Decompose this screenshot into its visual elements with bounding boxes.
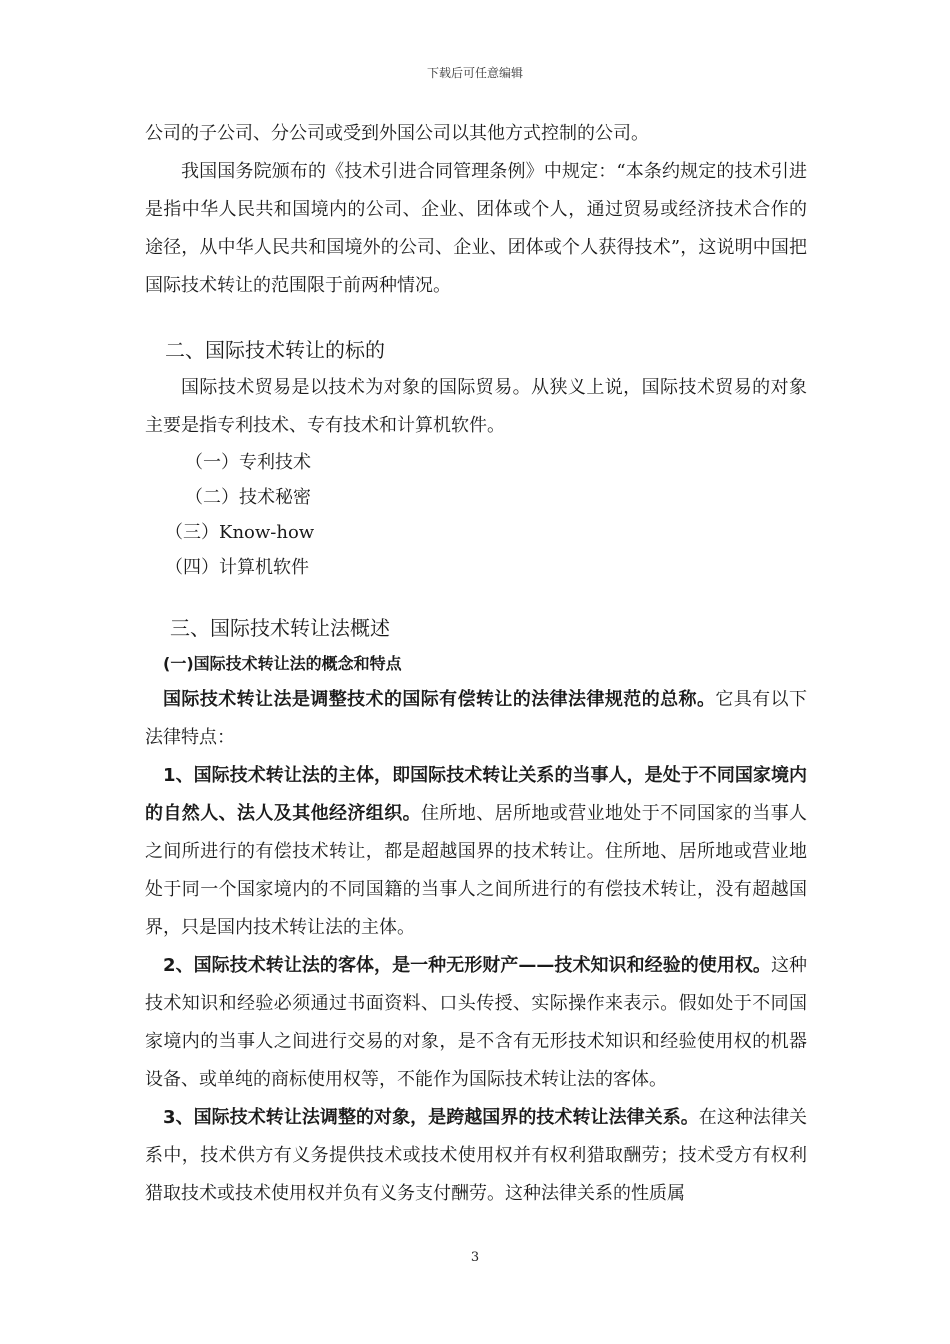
list-item: （三）Know-how [165, 522, 315, 543]
point-text: 这种技术知识和经验必须通过书面资料、口头传授、实际操作来表示。假如处于不同国家境内的当事人之间进行交易的对象，是不含有无形技术知识和经验使用权的机器设备、或单纯的商标使用权等，不能作为国际技术转让法的客体。 [145, 955, 807, 1090]
paragraph: 我国国务院颁布的《技术引进合同管理条例》中规定：“本条约规定的技术引进是指中华人民共和国境内的公司、企业、团体或个人，通过贸易或经济技术合作的途径，从中华人民共和国境外的公司、企业、团体或个人获得技术”，这说明中国把国际技术转让的范围限于前两种情况。 [145, 161, 807, 296]
paragraph [145, 757, 807, 947]
subsection-heading: (一)国际技术转让法的概念和特点 [163, 654, 402, 673]
bold-point: 3、国际技术转让法调整的对象，是跨越国界的技术转让法律关系。 [163, 1107, 699, 1128]
list-item: （一）专利技术 [185, 452, 311, 473]
paragraph [145, 1099, 807, 1213]
list-item: （二）技术秘密 [185, 487, 311, 508]
definition-rest: 它具有以下法律特点： [145, 689, 808, 748]
page-number: 3 [470, 1250, 480, 1265]
paragraph: 公司的子公司、分公司或受到外国公司以其他方式控制的公司。 [145, 123, 649, 144]
point-text: 在这种法律关系中，技术供方有义务提供技术或技术使用权并有权利猎取酬劳；技术受方有权利猎取技术或技术使用权并负有义务支付酬劳。这种法律关系的性质属 [145, 1107, 807, 1204]
paragraph: 国际技术贸易是以技术为对象的国际贸易。从狭义上说，国际技术贸易的对象主要是指专利技术、专有技术和计算机软件。 [145, 377, 807, 436]
bold-definition: 国际技术转让法是调整技术的国际有偿转让的法律法律规范的总称。 [163, 689, 716, 710]
document-body [145, 115, 807, 1213]
point-text: 住所地、居所地或营业地处于不同国家的当事人之间所进行的有偿技术转让，都是超越国界的技术转让。住所地、居所地或营业地处于同一个国家境内的不同国籍的当事人之间所进行的有偿技术转让，没有超越国界，只是国内技术转让法的主体。 [145, 803, 807, 938]
section-heading: 二、国际技术转让的标的 [165, 338, 385, 362]
bold-point: 2、国际技术转让法的客体，是一种无形财产——技术知识和经验的使用权。 [163, 955, 771, 976]
paragraph [145, 947, 807, 1099]
section-heading: 三、国际技术转让法概述 [170, 616, 390, 640]
page-header: 下载后可任意编辑 [426, 66, 523, 80]
paragraph [145, 681, 807, 757]
bold-point: 1、国际技术转让法的主体，即国际技术转让关系的当事人，是处于不同国家境内的自然人、法人及其他经济组织。 [145, 765, 807, 824]
list-item: （四）计算机软件 [165, 557, 309, 578]
